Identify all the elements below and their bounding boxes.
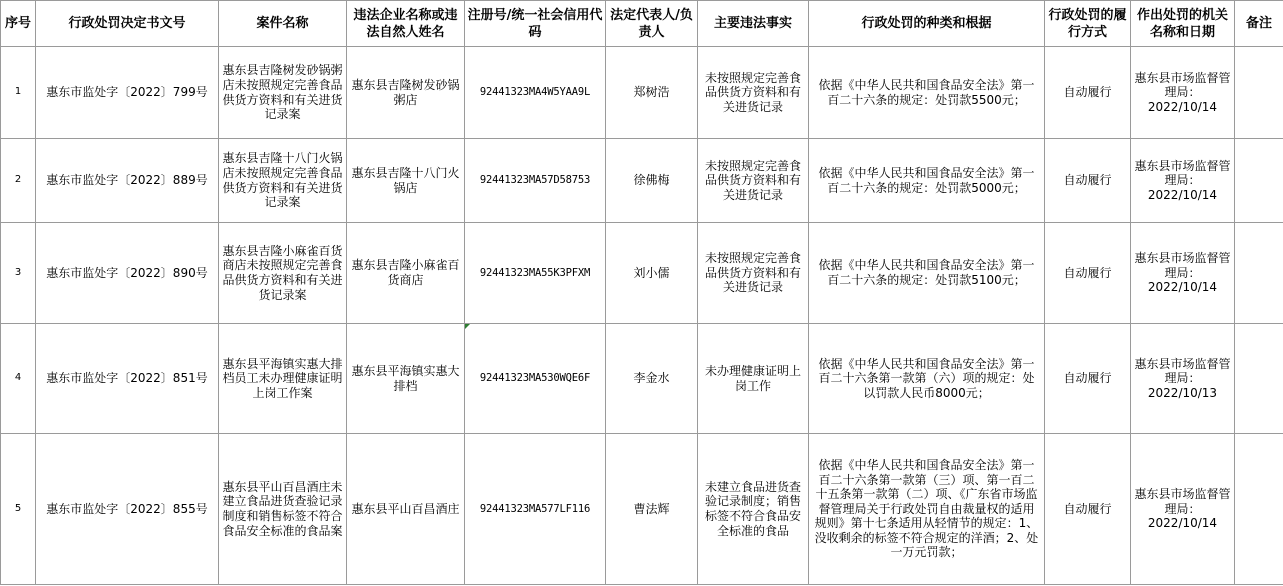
cell-party: 惠东县平海镇实惠大排档 (347, 324, 465, 434)
cell-authority (1131, 434, 1235, 585)
decision-date: 2022/10/13 (1147, 385, 1218, 400)
decision-date: 2022/10/14 (1147, 187, 1218, 202)
cell-party: 惠东县吉隆十八门火锅店 (347, 139, 465, 223)
cell-authority (1131, 324, 1235, 434)
cell-legal-rep: 刘小儒 (606, 223, 698, 324)
cell-method: 自动履行 (1045, 139, 1131, 223)
cell-doc-no: 惠东市监处字〔2022〕851号 (36, 324, 219, 434)
cell-legal-rep: 李金水 (606, 324, 698, 434)
header-reg-no: 注册号/统一社会信用代码 (465, 1, 606, 47)
cell-authority (1131, 223, 1235, 324)
cell-case-name: 惠东县平山百昌酒庄未建立食品进货查验记录制度和销售标签不符合食品安全标准的食品案 (219, 434, 347, 585)
cell-facts: 未办理健康证明上岗工作 (698, 324, 809, 434)
cell-doc-no: 惠东市监处字〔2022〕889号 (36, 139, 219, 223)
cell-remark (1235, 47, 1283, 139)
cell-penalty: 依据《中华人民共和国食品安全法》第一百二十六条第一款第（六）项的规定：处以罚款人民币8000元； (809, 324, 1045, 434)
decision-date: 2022/10/14 (1147, 516, 1218, 531)
header-doc-no: 行政处罚决定书文号 (36, 1, 219, 47)
cell-legal-rep: 曹法辉 (606, 434, 698, 585)
table-row (1, 324, 1283, 434)
table-row (1, 139, 1283, 223)
cell-doc-no: 惠东市监处字〔2022〕855号 (36, 434, 219, 585)
cell-doc-no: 惠东市监处字〔2022〕799号 (36, 47, 219, 139)
header-method: 行政处罚的履行方式 (1045, 1, 1131, 47)
authority-name: 惠东县市场监督管理局： (1134, 356, 1231, 386)
cell-method: 自动履行 (1045, 223, 1131, 324)
decision-date: 2022/10/14 (1147, 99, 1218, 114)
cell-reg-no: 92441323MA4W5YAA9L (465, 47, 606, 139)
authority-name: 惠东县市场监督管理局： (1134, 70, 1231, 100)
cell-legal-rep: 郑树浩 (606, 47, 698, 139)
cell-party: 惠东县吉隆树发砂锅粥店 (347, 47, 465, 139)
cell-doc-no: 惠东市监处字〔2022〕890号 (36, 223, 219, 324)
cell-case-name: 惠东县吉隆十八门火锅店未按照规定完善食品供货方资料和有关进货记录案 (219, 139, 347, 223)
header-case-name: 案件名称 (219, 1, 347, 47)
cell-facts: 未按照规定完善食品供货方资料和有关进货记录 (698, 139, 809, 223)
cell-seq: 1 (1, 47, 36, 139)
header-authority: 作出处罚的机关名称和日期 (1131, 1, 1235, 47)
header-facts: 主要违法事实 (698, 1, 809, 47)
cell-penalty: 依据《中华人民共和国食品安全法》第一百二十六条的规定：处罚款5000元； (809, 139, 1045, 223)
cell-authority (1131, 139, 1235, 223)
header-party: 违法企业名称或违法自然人姓名 (347, 1, 465, 47)
cell-facts: 未建立食品进货查验记录制度；销售标签不符合食品安全标准的食品 (698, 434, 809, 585)
cell-party: 惠东县平山百昌酒庄 (347, 434, 465, 585)
table-row (1, 47, 1283, 139)
cell-facts: 未按照规定完善食品供货方资料和有关进货记录 (698, 223, 809, 324)
cell-reg-no: 92441323MA530WQE6F (465, 324, 606, 434)
cell-remark (1235, 139, 1283, 223)
cell-reg-no: 92441323MA577LF116 (465, 434, 606, 585)
header-seq: 序号 (1, 1, 36, 47)
cell-seq: 2 (1, 139, 36, 223)
table-row (1, 223, 1283, 324)
cell-method: 自动履行 (1045, 324, 1131, 434)
table-row (1, 434, 1283, 585)
header-remark: 备注 (1235, 1, 1283, 47)
cell-seq: 5 (1, 434, 36, 585)
cell-case-name: 惠东县平海镇实惠大排档员工未办理健康证明上岗工作案 (219, 324, 347, 434)
cell-method: 自动履行 (1045, 47, 1131, 139)
cell-reg-no: 92441323MA55K3PFXM (465, 223, 606, 324)
cell-remark (1235, 223, 1283, 324)
cell-penalty: 依据《中华人民共和国食品安全法》第一百二十六条的规定：处罚款5100元； (809, 223, 1045, 324)
cell-case-name: 惠东县吉隆树发砂锅粥店未按照规定完善食品供货方资料和有关进货记录案 (219, 47, 347, 139)
decision-date: 2022/10/14 (1147, 280, 1218, 295)
cell-facts: 未按照规定完善食品供货方资料和有关进货记录 (698, 47, 809, 139)
cell-reg-no: 92441323MA57D58753 (465, 139, 606, 223)
cell-authority (1131, 47, 1235, 139)
cell-seq: 3 (1, 223, 36, 324)
cell-penalty: 依据《中华人民共和国食品安全法》第一百二十六条第一款第（三）项、第一百二十五条第一款第（二）项、《广东省市场监督管理局关于行政处罚自由裁量权的适用规则》第十七条适用从轻情节的规定：1、没收剩余的标签不符合规定的洋酒；2、处一万元罚款； (809, 434, 1045, 585)
cell-seq: 4 (1, 324, 36, 434)
cell-remark (1235, 324, 1283, 434)
cell-party: 惠东县吉隆小麻雀百货商店 (347, 223, 465, 324)
authority-name: 惠东县市场监督管理局： (1134, 487, 1231, 516)
header-row (1, 1, 1283, 47)
cell-case-name: 惠东县吉隆小麻雀百货商店未按照规定完善食品供货方资料和有关进货记录案 (219, 223, 347, 324)
authority-name: 惠东县市场监督管理局： (1134, 158, 1231, 188)
cell-legal-rep: 徐佛梅 (606, 139, 698, 223)
cell-method: 自动履行 (1045, 434, 1131, 585)
cell-remark (1235, 434, 1283, 585)
cell-penalty: 依据《中华人民共和国食品安全法》第一百二十六条的规定：处罚款5500元； (809, 47, 1045, 139)
header-penalty: 行政处罚的种类和根据 (809, 1, 1045, 47)
authority-name: 惠东县市场监督管理局： (1134, 251, 1231, 280)
header-legal-rep: 法定代表人/负责人 (606, 1, 698, 47)
